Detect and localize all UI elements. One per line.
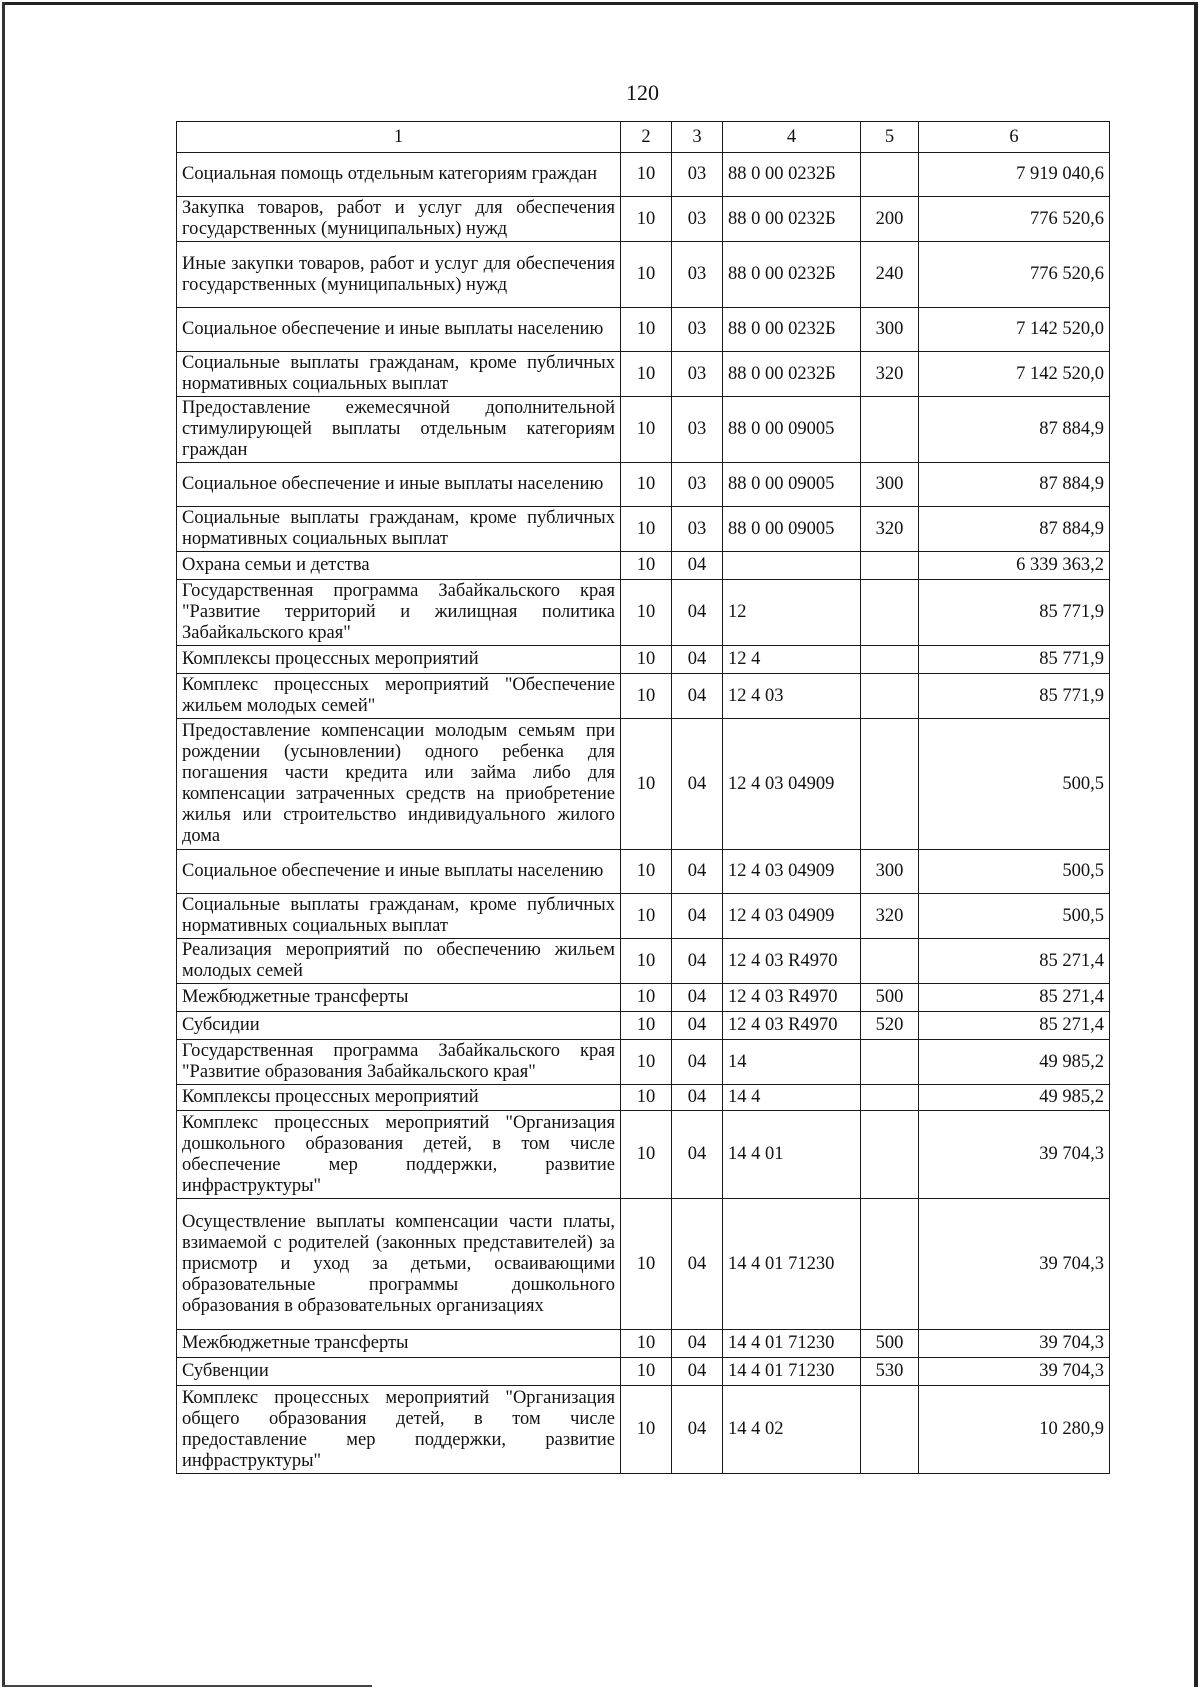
row-section: 10	[621, 894, 672, 939]
row-name: Осуществление выплаты компенсации части платы, взимаемой с родителей (законных представителей) за присмотр и уход за детьми, осваивающими образовательные программы дошкольного образования в образовательных организациях	[177, 1199, 621, 1330]
row-amount: 39 704,3	[919, 1199, 1110, 1330]
row-name: Охрана семьи и детства	[177, 552, 621, 580]
row-section: 10	[621, 463, 672, 507]
row-name: Социальное обеспечение и иные выплаты населению	[177, 308, 621, 352]
row-expense-type: 300	[861, 463, 919, 507]
table-body	[177, 153, 1110, 1474]
row-subsection: 04	[672, 646, 723, 674]
table-row	[177, 1012, 1110, 1040]
row-name: Государственная программа Забайкальского края "Развитие образования Забайкальского края"	[177, 1040, 621, 1085]
row-target-code: 14	[723, 1040, 861, 1085]
row-expense-type	[861, 153, 919, 197]
row-target-code: 12 4 03	[723, 674, 861, 719]
row-subsection: 03	[672, 397, 723, 463]
table-row	[177, 1040, 1110, 1085]
row-expense-type: 520	[861, 1012, 919, 1040]
table-row	[177, 646, 1110, 674]
row-expense-type: 530	[861, 1358, 919, 1386]
table-row	[177, 894, 1110, 939]
column-header: 4	[723, 122, 861, 153]
table-row	[177, 352, 1110, 397]
row-subsection: 03	[672, 197, 723, 242]
row-target-code: 12 4 03 R4970	[723, 939, 861, 984]
table-row	[177, 1386, 1110, 1474]
table-row	[177, 850, 1110, 894]
row-section: 10	[621, 646, 672, 674]
row-section: 10	[621, 939, 672, 984]
row-subsection: 04	[672, 939, 723, 984]
row-amount: 776 520,6	[919, 197, 1110, 242]
row-target-code: 12 4 03 04909	[723, 894, 861, 939]
row-target-code: 12 4	[723, 646, 861, 674]
row-name: Предоставление компенсации молодым семьям при рождении (усыновлении) одного ребенка для погашения части кредита или займа либо для компенсации затраченных средств на приобретение жилья или строительство индивидуального жилого дома	[177, 719, 621, 850]
row-target-code	[723, 552, 861, 580]
column-header: 3	[672, 122, 723, 153]
row-subsection: 04	[672, 674, 723, 719]
row-expense-type	[861, 580, 919, 646]
row-target-code: 88 0 00 0232Б	[723, 242, 861, 308]
row-amount: 6 339 363,2	[919, 552, 1110, 580]
row-target-code: 14 4 01	[723, 1111, 861, 1199]
row-amount: 85 771,9	[919, 580, 1110, 646]
row-subsection: 04	[672, 1040, 723, 1085]
row-expense-type	[861, 1111, 919, 1199]
table-row	[177, 197, 1110, 242]
row-expense-type: 300	[861, 850, 919, 894]
row-amount: 7 142 520,0	[919, 352, 1110, 397]
row-section: 10	[621, 580, 672, 646]
row-target-code: 12	[723, 580, 861, 646]
row-name: Комплекс процессных мероприятий "Организация общего образования детей, в том числе предоставление мер поддержки, развитие инфраструктуры"	[177, 1386, 621, 1474]
row-amount: 85 271,4	[919, 984, 1110, 1012]
table-row	[177, 719, 1110, 850]
row-target-code: 14 4 01 71230	[723, 1199, 861, 1330]
row-name: Социальное обеспечение и иные выплаты населению	[177, 850, 621, 894]
row-section: 10	[621, 850, 672, 894]
row-section: 10	[621, 1040, 672, 1085]
row-name: Реализация мероприятий по обеспечению жильем молодых семей	[177, 939, 621, 984]
row-subsection: 04	[672, 1199, 723, 1330]
row-section: 10	[621, 719, 672, 850]
row-subsection: 04	[672, 1111, 723, 1199]
row-section: 10	[621, 153, 672, 197]
row-amount: 39 704,3	[919, 1330, 1110, 1358]
table-row	[177, 1085, 1110, 1111]
row-section: 10	[621, 1330, 672, 1358]
row-section: 10	[621, 507, 672, 552]
column-header: 1	[177, 122, 621, 153]
row-subsection: 04	[672, 552, 723, 580]
row-section: 10	[621, 308, 672, 352]
row-target-code: 88 0 00 0232Б	[723, 308, 861, 352]
row-amount: 87 884,9	[919, 463, 1110, 507]
row-subsection: 04	[672, 850, 723, 894]
row-expense-type	[861, 1040, 919, 1085]
row-target-code: 14 4 01 71230	[723, 1358, 861, 1386]
row-amount: 85 271,4	[919, 1012, 1110, 1040]
page-border-top	[2, 2, 1198, 5]
row-expense-type	[861, 646, 919, 674]
row-name: Комплекс процессных мероприятий "Организация дошкольного образования детей, в том числе обеспечение мер поддержки, развитие инфраструктуры"	[177, 1111, 621, 1199]
row-expense-type: 320	[861, 352, 919, 397]
row-name: Комплексы процессных мероприятий	[177, 1085, 621, 1111]
row-expense-type: 240	[861, 242, 919, 308]
row-expense-type	[861, 1199, 919, 1330]
row-amount: 10 280,9	[919, 1386, 1110, 1474]
row-target-code: 88 0 00 0232Б	[723, 197, 861, 242]
row-target-code: 14 4 01 71230	[723, 1330, 861, 1358]
row-section: 10	[621, 552, 672, 580]
row-subsection: 03	[672, 507, 723, 552]
row-expense-type	[861, 939, 919, 984]
row-amount: 500,5	[919, 719, 1110, 850]
column-header: 2	[621, 122, 672, 153]
table-row	[177, 397, 1110, 463]
row-amount: 49 985,2	[919, 1040, 1110, 1085]
row-target-code: 12 4 03 R4970	[723, 1012, 861, 1040]
row-subsection: 04	[672, 1358, 723, 1386]
row-name: Комплексы процессных мероприятий	[177, 646, 621, 674]
row-name: Социальные выплаты гражданам, кроме публичных нормативных социальных выплат	[177, 352, 621, 397]
table-row	[177, 242, 1110, 308]
table-row	[177, 939, 1110, 984]
row-subsection: 03	[672, 308, 723, 352]
column-header: 5	[861, 122, 919, 153]
row-subsection: 04	[672, 580, 723, 646]
row-name: Иные закупки товаров, работ и услуг для обеспечения государственных (муниципальных) нужд	[177, 242, 621, 308]
table-row	[177, 463, 1110, 507]
row-target-code: 88 0 00 0232Б	[723, 352, 861, 397]
row-subsection: 03	[672, 463, 723, 507]
row-expense-type: 500	[861, 1330, 919, 1358]
row-subsection: 04	[672, 1085, 723, 1111]
row-section: 10	[621, 1358, 672, 1386]
row-expense-type: 320	[861, 894, 919, 939]
row-expense-type: 300	[861, 308, 919, 352]
row-name: Закупка товаров, работ и услуг для обеспечения государственных (муниципальных) нужд	[177, 197, 621, 242]
row-expense-type	[861, 552, 919, 580]
row-amount: 500,5	[919, 894, 1110, 939]
row-subsection: 04	[672, 1012, 723, 1040]
row-amount: 7 919 040,6	[919, 153, 1110, 197]
row-target-code: 12 4 03 04909	[723, 850, 861, 894]
row-subsection: 04	[672, 984, 723, 1012]
row-amount: 85 771,9	[919, 674, 1110, 719]
table-row	[177, 984, 1110, 1012]
table-row	[177, 1330, 1110, 1358]
row-name: Комплекс процессных мероприятий "Обеспечение жильем молодых семей"	[177, 674, 621, 719]
row-section: 10	[621, 197, 672, 242]
row-name: Субсидии	[177, 1012, 621, 1040]
row-section: 10	[621, 397, 672, 463]
row-section: 10	[621, 242, 672, 308]
row-section: 10	[621, 674, 672, 719]
row-name: Социальное обеспечение и иные выплаты населению	[177, 463, 621, 507]
table-row	[177, 1199, 1110, 1330]
row-target-code: 88 0 00 0232Б	[723, 153, 861, 197]
row-expense-type	[861, 719, 919, 850]
row-target-code: 14 4 02	[723, 1386, 861, 1474]
row-name: Субвенции	[177, 1358, 621, 1386]
row-amount: 39 704,3	[919, 1358, 1110, 1386]
row-expense-type	[861, 674, 919, 719]
row-target-code: 12 4 03 04909	[723, 719, 861, 850]
table-row	[177, 1358, 1110, 1386]
row-target-code: 12 4 03 R4970	[723, 984, 861, 1012]
row-subsection: 03	[672, 242, 723, 308]
row-amount: 500,5	[919, 850, 1110, 894]
row-expense-type: 500	[861, 984, 919, 1012]
row-section: 10	[621, 984, 672, 1012]
row-section: 10	[621, 352, 672, 397]
row-amount: 49 985,2	[919, 1085, 1110, 1111]
row-amount: 85 771,9	[919, 646, 1110, 674]
row-amount: 39 704,3	[919, 1111, 1110, 1199]
page-border-bottom	[2, 1685, 372, 1687]
row-amount: 85 271,4	[919, 939, 1110, 984]
row-amount: 776 520,6	[919, 242, 1110, 308]
row-section: 10	[621, 1111, 672, 1199]
table-row	[177, 1111, 1110, 1199]
row-expense-type	[861, 1085, 919, 1111]
row-section: 10	[621, 1085, 672, 1111]
row-section: 10	[621, 1199, 672, 1330]
table-row	[177, 308, 1110, 352]
table-row	[177, 674, 1110, 719]
row-name: Государственная программа Забайкальского края "Развитие территорий и жилищная политика Забайкальского края"	[177, 580, 621, 646]
row-name: Социальная помощь отдельным категориям граждан	[177, 153, 621, 197]
row-subsection: 04	[672, 1386, 723, 1474]
row-target-code: 88 0 00 09005	[723, 463, 861, 507]
row-amount: 87 884,9	[919, 507, 1110, 552]
page-number: 120	[626, 80, 659, 105]
row-name: Межбюджетные трансферты	[177, 984, 621, 1012]
row-subsection: 03	[672, 352, 723, 397]
row-section: 10	[621, 1012, 672, 1040]
row-name: Социальные выплаты гражданам, кроме публичных нормативных социальных выплат	[177, 507, 621, 552]
row-subsection: 04	[672, 719, 723, 850]
row-name: Социальные выплаты гражданам, кроме публичных нормативных социальных выплат	[177, 894, 621, 939]
table-row	[177, 552, 1110, 580]
row-expense-type: 200	[861, 197, 919, 242]
row-subsection: 03	[672, 153, 723, 197]
page-border-left	[2, 2, 5, 1687]
table-header-row	[177, 122, 1110, 153]
row-target-code: 88 0 00 09005	[723, 507, 861, 552]
row-target-code: 88 0 00 09005	[723, 397, 861, 463]
table-row	[177, 153, 1110, 197]
row-amount: 7 142 520,0	[919, 308, 1110, 352]
budget-table	[176, 121, 1110, 1474]
row-target-code: 14 4	[723, 1085, 861, 1111]
page-border-right	[1194, 2, 1198, 1687]
row-name: Предоставление ежемесячной дополнительной стимулирующей выплаты отдельным категориям граждан	[177, 397, 621, 463]
row-subsection: 04	[672, 1330, 723, 1358]
row-amount: 87 884,9	[919, 397, 1110, 463]
table-row	[177, 507, 1110, 552]
row-section: 10	[621, 1386, 672, 1474]
row-expense-type: 320	[861, 507, 919, 552]
row-name: Межбюджетные трансферты	[177, 1330, 621, 1358]
table-row	[177, 580, 1110, 646]
row-expense-type	[861, 1386, 919, 1474]
column-header: 6	[919, 122, 1110, 153]
row-subsection: 04	[672, 894, 723, 939]
row-expense-type	[861, 397, 919, 463]
